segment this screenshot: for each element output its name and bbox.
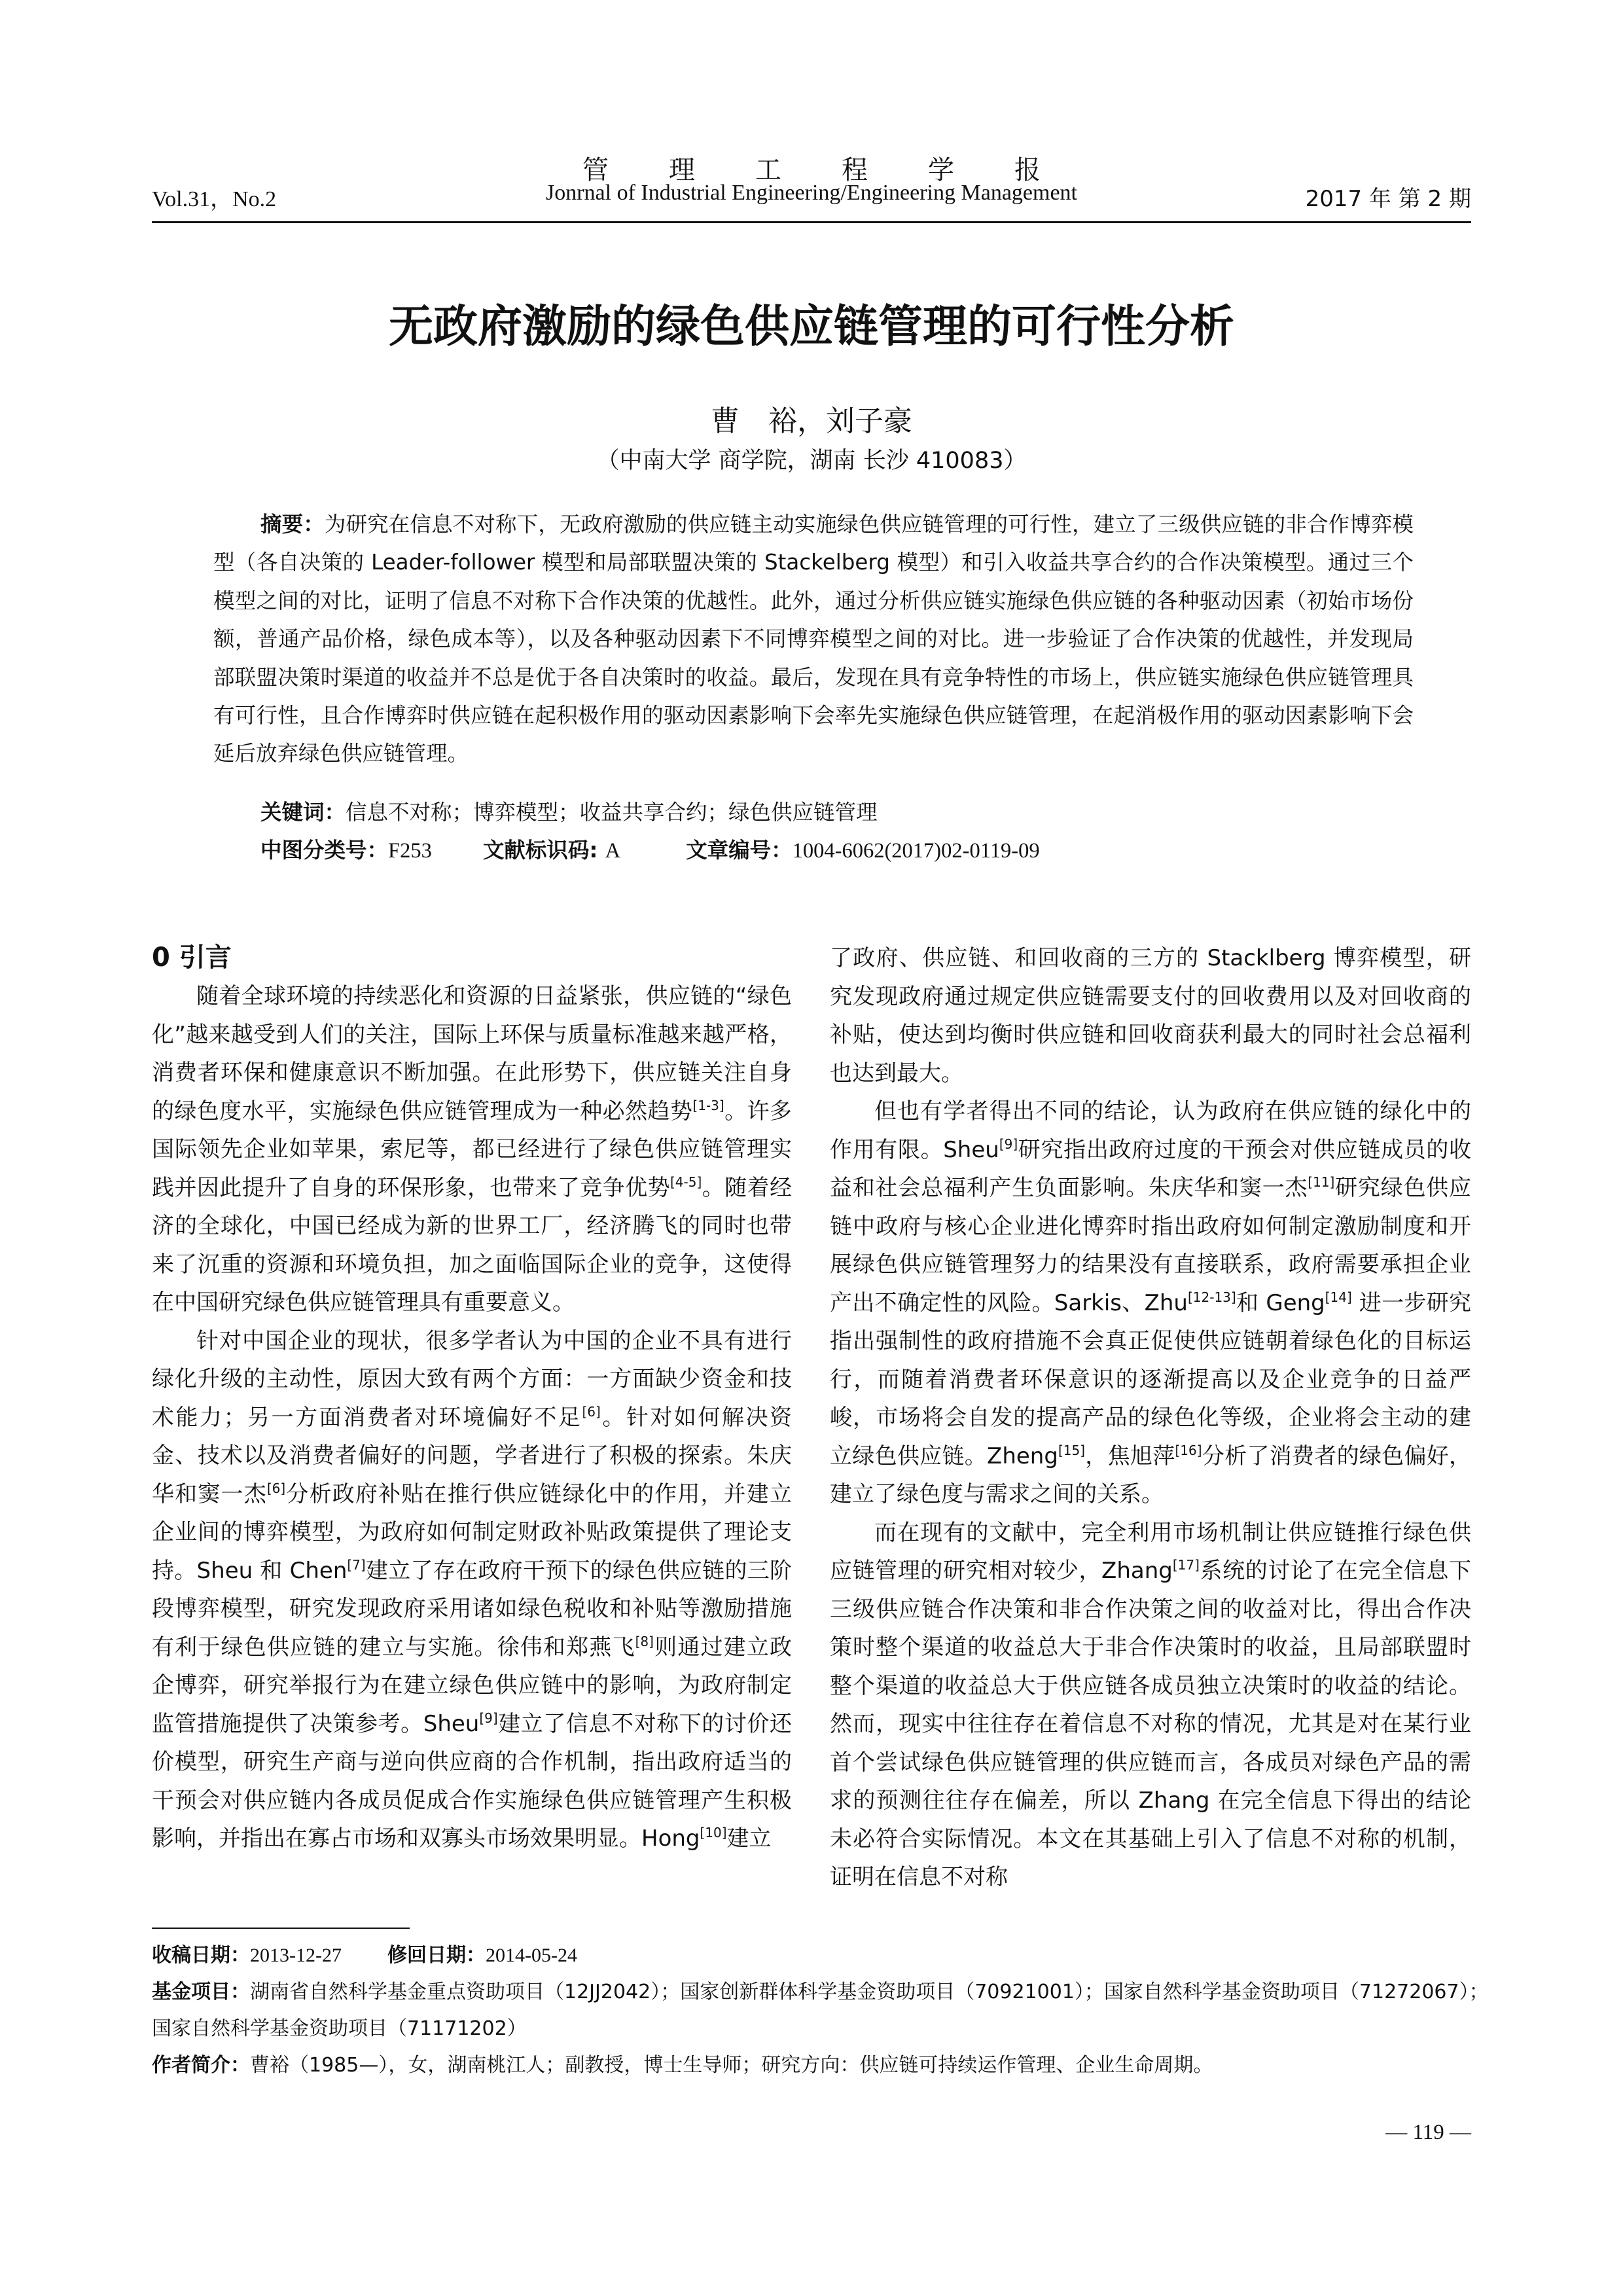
citation: [7]: [347, 1556, 366, 1573]
footnotes: [152, 1937, 1489, 2084]
section-heading: 0 引言: [152, 942, 232, 973]
body-column-left: [152, 939, 792, 1858]
citation: [10]: [700, 1825, 727, 1840]
citation: [12-13]: [1187, 1289, 1236, 1305]
author-affiliation: （中南大学 商学院，湖南 长沙 410083）: [596, 448, 1027, 474]
classification-line: [260, 831, 1040, 870]
article-authors: 曹 裕，刘子豪: [711, 404, 912, 438]
citation: [11]: [1308, 1174, 1335, 1190]
page-number: — 119 —: [1385, 2121, 1471, 2144]
article-title: 无政府激励的绿色供应链管理的可行性分析: [388, 301, 1234, 353]
citation: [15]: [1058, 1442, 1085, 1458]
abstract-text: 为研究在信息不对称下，无政府激励的供应链主动实施绿色供应链管理的可行性，建立了三级供应链的非合作博弈模型（各自决策的 Leader-follower 模型和局部联盟决策的 Stackelberg 模型）和引入收益共享合约的合作决策模型。通过三个模型之间的对比，证明了信息不对称下合作决策的优越性。此外，通过分析供应链实施绿色供应链的各种驱动因素（初始市场份额，普通产品价格，绿色成本等），以及各种驱动因素下不同博弈模型之间的对比。进一步验证了合作决策的优越性，并发现局部联盟决策时渠道的收益并不总是优于各自决策时的收益。最后，发现在具有竞争特性的市场上，供应链实施绿色供应链管理具有可行性，且合作博弈时供应链在起积极作用的驱动因素影响下会率先实施绿色供应链管理，在起消极作用的驱动因素影响下会延后放弃绿色供应链管理。: [213, 512, 1414, 766]
clc-label: 中图分类号：: [260, 838, 389, 863]
journal-name-en: Jonrnal of Industrial Engineering/Engineering Management: [546, 181, 1077, 205]
doc-code-value: A: [605, 839, 621, 863]
footnote-fund: 基金项目：湖南省自然科学基金重点资助项目（12JJ2042）；国家创新群体科学基金资助项目（70921001）；国家自然科学基金资助项目（71272067）；: [152, 1981, 1489, 2003]
citation: [14]: [1325, 1289, 1352, 1305]
keywords-label: 关键词：: [260, 800, 346, 825]
footnote-author: 作者简介：曹裕（1985—），女，湖南桃江人；副教授，博士生导师；研究方向：供应链可持续运作管理、企业生命周期。: [152, 2054, 1213, 2077]
year-issue: 2017 年 第 2 期: [1305, 186, 1471, 212]
citation: [1-3]: [692, 1097, 724, 1113]
citation: [4-5]: [669, 1174, 702, 1190]
clc-value: F253: [388, 839, 432, 863]
citation: [16]: [1175, 1442, 1202, 1458]
body-column-right: [830, 939, 1471, 1897]
citation: [17]: [1172, 1557, 1200, 1573]
abstract: [213, 505, 1414, 773]
article-no-label: 文章编号：: [686, 838, 793, 863]
header-rule: [152, 221, 1471, 223]
keywords-text: 信息不对称；博弈模型；收益共享合约；绿色供应链管理: [346, 800, 878, 825]
paragraph: 而在现有的文献中，完全利用市场机制让供应链推行绿色供应链管理的研究相对较少，Zhang[17]系统的讨论了在完全信息下三级供应链合作决策和非合作决策之间的收益对比，得出合作决策时整个渠道的收益总大于非合作决策时的收益，且局部联盟时整个渠道的收益总大于供应链各成员独立决策时的收益的结论。然而，现实中往往存在着信息不对称的情况，尤其是对在某行业首个尝试绿色供应链管理的供应链而言，各成员对绿色产品的需求的预测往往存在偏差，所以 Zhang 在完全信息下得出的结论未必符合实际情况。本文在其基础上引入了信息不对称的机制，证明在信息不对称: [830, 1519, 1471, 1890]
citation: [6]: [582, 1403, 601, 1420]
citation: [8]: [635, 1633, 654, 1649]
journal-name-cn: 管理工程学报: [582, 155, 1101, 185]
paragraph: 但也有学者得出不同的结论，认为政府在供应链的绿化中的作用有限。Sheu[9]研究指出政府过度的干预会对供应链成员的收益和社会总福利产生负面影响。朱庆华和窦一杰[11]研究绿色供应链中政府与核心企业进化博弈时指出政府如何制定激励制度和开展绿色供应链管理努力的结果没有直接联系，政府需要承担企业产出不确定性的风险。Sarkis、Zhu[12-13]和 Geng[14] 进一步研究指出强制性的政府措施不会真正促使供应链朝着绿色化的目标运行，而随着消费者环保意识的逐渐提高以及企业竞争的日益严峻，市场将会自发的提高产品的绿色化等级，企业将会主动的建立绿色供应链。Zheng[15]，焦旭萍[16]分析了消费者的绿色偏好，建立了绿色度与需求之间的关系。: [830, 1098, 1472, 1507]
paragraph: 针对中国企业的现状，很多学者认为中国的企业不具有进行绿化升级的主动性，原因大致有两个方面：一方面缺少资金和技术能力；另一方面消费者对环境偏好不足[6]。针对如何解决资金、技术以及消费者偏好的问题，学者进行了积极的探索。朱庆华和窦一杰[6]分析政府补贴在推行供应链绿化中的作用，并建立企业间的博弈模型，为政府如何制定财政补贴政策提供了理论支持。Sheu 和 Chen[7]建立了存在政府干预下的绿色供应链的三阶段博弈模型，研究发现政府采用诸如绿色税收和补贴等激励措施有利于绿色供应链的建立与实施。徐伟和郑燕飞[8]则通过建立政企博弈，研究举报行为在建立绿色供应链中的影响，为政府制定监管措施提供了决策参考。Sheu[9]建立了信息不对称下的讨价还价模型，研究生产商与逆向供应商的合作机制，指出政府适当的干预会对供应链内各成员促成合作实施绿色供应链管理产生积极影响，并指出在寡占市场和双寡头市场效果明显。Hong[10]建立: [152, 1327, 793, 1852]
citation: [9]: [999, 1136, 1018, 1152]
doc-code-label: 文献标识码:: [482, 838, 605, 863]
paragraph: 随着全球环境的持续恶化和资源的日益紧张，供应链的“绿色化”越来越受到人们的关注，国际上环保与质量标准越来越严格，消费者环保和健康意识不断加强。在此形势下，供应链关注自身的绿色度水平，实施绿色供应链管理成为一种必然趋势[1-3]。许多国际领先企业如苹果，索尼等，都已经进行了绿色供应链管理实践并因此提升了自身的环保形象，也带来了竞争优势[4-5]。随着经济的全球化，中国已经成为新的世界工厂，经济腾飞的同时也带来了沉重的资源和环境负担，加之面临国际企业的竞争，这使得在中国研究绿色供应链管理具有重要意义。: [152, 983, 793, 1316]
volume-issue: Vol.31，No.2: [152, 187, 277, 211]
paragraph: 了政府、供应链、和回收商的三方的 Stacklberg 博弈模型，研究发现政府通过规定供应链需要支付的回收费用以及对回收商的补贴，使达到均衡时供应链和回收商获利最大的同时社会总福利也达到最大。: [830, 945, 1471, 1086]
citation: [6]: [266, 1480, 286, 1496]
article-no-value: 1004-6062(2017)02-0119-09: [792, 839, 1040, 863]
keywords: [260, 793, 878, 831]
footnote-rule: [152, 1928, 410, 1929]
footnote-fund-cont: 国家自然科学基金资助项目（71171202）: [152, 2017, 527, 2040]
footnote-dates: 收稿日期：2013-12-27 修回日期：2014-05-24: [152, 1944, 577, 1967]
citation: [9]: [479, 1710, 498, 1726]
abstract-label: 摘要：: [260, 512, 325, 537]
